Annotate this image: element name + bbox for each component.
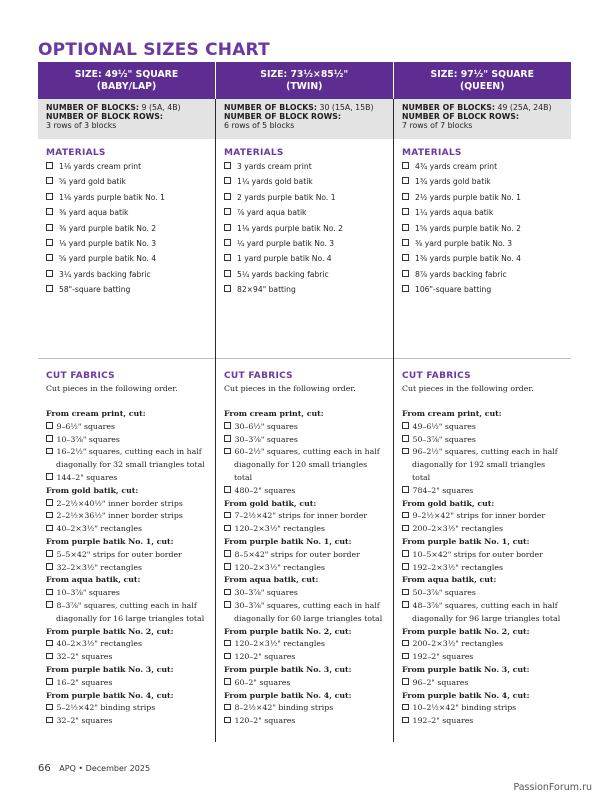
size-column	[215, 62, 393, 742]
checkbox-icon	[224, 512, 231, 519]
material-item	[224, 251, 385, 266]
block-rows-value: 6 rows of 5 blocks	[224, 121, 295, 131]
cut-group-title: From gold batik, cut:	[402, 498, 495, 508]
cut-item-text: 192–2×3½" rectangles	[412, 562, 503, 572]
cut-item-text: 60–2" squares	[234, 677, 291, 687]
cut-item	[224, 510, 385, 523]
material-text: ⅛ yard purple batik No. 3	[59, 238, 157, 248]
material-text: 106"-square batting	[415, 285, 492, 295]
cut-item	[224, 485, 385, 498]
cut-group-title: From aqua batik, cut:	[402, 575, 497, 585]
sizes-chart-table	[38, 62, 571, 742]
checkbox-icon	[402, 448, 409, 455]
checkbox-icon	[224, 208, 231, 215]
checkbox-icon	[402, 550, 409, 557]
checkbox-icon	[224, 678, 231, 685]
cut-item-text: 30–6½" squares	[234, 421, 298, 431]
cut-item-text: 120–2" squares	[234, 716, 296, 726]
cut-item-text: 32–2" squares	[56, 716, 113, 726]
material-text: 1⅜ yards purple batik No. 4	[415, 254, 521, 264]
material-text: ⅜ yard aqua batik	[59, 208, 129, 218]
checkbox-icon	[224, 270, 231, 277]
blocks-count-line	[224, 103, 385, 112]
publication-info: APQ • December 2025	[59, 764, 151, 773]
cut-item-text: 8–2½×42" binding strips	[234, 703, 334, 713]
checkbox-icon	[224, 254, 231, 261]
material-text: 1⅝ yards purple batik No. 2	[415, 223, 521, 233]
checkbox-icon	[402, 162, 409, 169]
checkbox-icon	[46, 254, 53, 261]
blocks-label: NUMBER OF BLOCKS:	[224, 103, 318, 112]
page-footer	[38, 763, 150, 774]
cut-group-title: From purple batik No. 1, cut:	[402, 536, 530, 546]
checkbox-icon	[224, 525, 231, 532]
checkbox-icon	[46, 285, 53, 292]
cut-item	[402, 446, 563, 484]
size-name: (QUEEN)	[460, 80, 505, 92]
checkbox-icon	[402, 704, 409, 711]
block-rows-label: NUMBER OF BLOCK ROWS:	[224, 112, 341, 122]
page-number: 66	[38, 763, 51, 774]
cut-item-text: 32–2" squares	[56, 652, 113, 662]
material-item	[46, 282, 207, 297]
cut-item	[46, 446, 207, 472]
material-text: 1¼ yards gold batik	[237, 177, 313, 187]
cut-item	[402, 523, 563, 536]
watermark: PassionForum.ru	[513, 782, 592, 793]
cut-item-text: 120–2×3½" rectangles	[234, 524, 325, 534]
cut-group-title: From gold batik, cut:	[224, 498, 317, 508]
checkbox-icon	[224, 601, 231, 608]
cut-item-text: 40–2×3½" rectangles	[56, 639, 143, 649]
cut-item-text: 5–5×42" strips for outer border	[56, 549, 182, 559]
block-info	[216, 99, 393, 139]
size-dimensions: SIZE: 73½×85½"	[260, 68, 349, 80]
checkbox-icon	[224, 422, 231, 429]
material-item	[402, 267, 563, 282]
material-text: 1¼ yards aqua batik	[415, 208, 494, 218]
blocks-value: 30 (15A, 15B)	[319, 103, 374, 112]
cut-item	[46, 587, 207, 600]
cut-item	[46, 715, 207, 728]
size-header	[215, 62, 394, 99]
checkbox-icon	[402, 208, 409, 215]
cut-item-text: 30–3⅞" squares	[234, 434, 298, 444]
cut-group-title: From gold batik, cut:	[46, 485, 139, 495]
cut-item	[46, 651, 207, 664]
checkbox-icon	[402, 678, 409, 685]
cut-item	[224, 446, 385, 484]
checkbox-icon	[46, 473, 53, 480]
material-item	[224, 174, 385, 189]
material-item	[224, 205, 385, 220]
materials-title: MATERIALS	[402, 148, 462, 158]
material-item	[402, 174, 563, 189]
blocks-value: 49 (25A, 24B)	[497, 103, 552, 112]
checkbox-icon	[46, 448, 53, 455]
cut-fabrics-section	[394, 359, 571, 728]
material-item	[224, 190, 385, 205]
cut-item-text: 120–2×3½" rectangles	[234, 639, 325, 649]
block-info	[38, 99, 215, 139]
checkbox-icon	[402, 589, 409, 596]
blocks-label: NUMBER OF BLOCKS:	[402, 103, 496, 112]
cut-group-title: From aqua batik, cut:	[46, 575, 141, 585]
size-dimensions: SIZE: 97½" SQUARE	[430, 68, 534, 80]
cut-item	[46, 677, 207, 690]
checkbox-icon	[46, 435, 53, 442]
cut-item-text: 96–2" squares	[412, 677, 469, 687]
size-column	[38, 62, 215, 742]
cut-item-text: 49–6½" squares	[412, 421, 476, 431]
blocks-label: NUMBER OF BLOCKS:	[46, 103, 140, 112]
checkbox-icon	[224, 435, 231, 442]
checkbox-icon	[46, 550, 53, 557]
materials-title: MATERIALS	[46, 148, 106, 158]
checkbox-icon	[46, 704, 53, 711]
cut-item	[224, 600, 385, 626]
cut-item-text: 120–2" squares	[234, 652, 296, 662]
material-item	[402, 190, 563, 205]
cut-item-text: 10–2½×42" binding strips	[412, 703, 517, 713]
checkbox-icon	[46, 640, 53, 647]
cut-item-text: 9–6½" squares	[56, 421, 115, 431]
cut-group-title: From purple batik No. 1, cut:	[46, 536, 174, 546]
checkbox-icon	[46, 717, 53, 724]
cut-item-text: 16–2½" squares, cutting each in half diagonally for 32 small triangles total	[56, 447, 205, 470]
checkbox-icon	[402, 640, 409, 647]
cut-item	[224, 715, 385, 728]
checkbox-icon	[402, 285, 409, 292]
checkbox-icon	[46, 499, 53, 506]
checkbox-icon	[224, 653, 231, 660]
cut-order-note: Cut pieces in the following order.	[224, 384, 356, 393]
cut-item	[402, 638, 563, 651]
cut-item-text: 9–2½×42" strips for inner border	[412, 511, 546, 521]
checkbox-icon	[224, 224, 231, 231]
checkbox-icon	[402, 653, 409, 660]
cut-item-text: 120–2×3½" rectangles	[234, 562, 325, 572]
checkbox-icon	[224, 563, 231, 570]
cut-group-title: From cream print, cut:	[46, 409, 146, 418]
cut-item-text: 48–3⅞" squares, cutting each in half diagonally for 96 large triangles total	[412, 600, 561, 623]
materials-title: MATERIALS	[224, 148, 284, 158]
cut-item	[46, 549, 207, 562]
checkbox-icon	[224, 589, 231, 596]
checkbox-icon	[46, 270, 53, 277]
cut-item	[402, 549, 563, 562]
checkbox-icon	[402, 486, 409, 493]
cut-item-text: 200–2×3½" rectangles	[412, 524, 503, 534]
material-text: 1⅛ yards purple batik No. 2	[237, 223, 343, 233]
checkbox-icon	[402, 563, 409, 570]
blocks-value: 9 (5A, 4B)	[141, 103, 181, 112]
cut-item-text: 50–3⅞" squares	[412, 434, 476, 444]
checkbox-icon	[224, 162, 231, 169]
material-item	[46, 159, 207, 174]
cut-group-title: From purple batik No. 2, cut:	[402, 626, 530, 636]
cut-item	[46, 510, 207, 523]
cut-item	[46, 421, 207, 434]
cut-item	[402, 715, 563, 728]
material-text: 1 yard purple batik No. 4	[237, 254, 332, 264]
material-text: 1⅛ yards cream print	[59, 162, 142, 171]
checkbox-icon	[46, 525, 53, 532]
cut-item-text: 2–2½×40½" inner border strips	[56, 498, 183, 508]
cut-item-text: 8–3⅞" squares, cutting each in half diagonally for 16 large triangles total	[56, 600, 205, 623]
size-column	[393, 62, 571, 742]
checkbox-icon	[46, 512, 53, 519]
cut-fabrics-title: CUT FABRICS	[46, 371, 115, 381]
cut-item	[224, 549, 385, 562]
checkbox-icon	[402, 177, 409, 184]
material-item	[46, 221, 207, 236]
checkbox-icon	[224, 640, 231, 647]
cut-group-title: From purple batik No. 3, cut:	[402, 664, 530, 674]
material-item	[46, 205, 207, 220]
cut-item-text: 7–2½×42" strips for inner border	[234, 511, 368, 521]
cut-group-title: From purple batik No. 3, cut:	[46, 664, 174, 674]
material-item	[402, 159, 563, 174]
cut-item-text: 192–2" squares	[412, 652, 474, 662]
material-text: 8⅞ yards backing fabric	[415, 269, 507, 279]
material-item	[402, 282, 563, 297]
material-item	[224, 236, 385, 251]
cut-item	[402, 587, 563, 600]
cut-item	[402, 434, 563, 447]
cut-group-title: From aqua batik, cut:	[224, 575, 319, 585]
block-rows-label: NUMBER OF BLOCK ROWS:	[402, 112, 519, 122]
material-text: 4¾ yards cream print	[415, 162, 498, 171]
checkbox-icon	[46, 563, 53, 570]
cut-item-text: 30–3⅞" squares, cutting each in half diagonally for 60 large triangles total	[234, 600, 383, 623]
checkbox-icon	[224, 717, 231, 724]
checkbox-icon	[402, 270, 409, 277]
cut-item-text: 16–2" squares	[56, 677, 113, 687]
checkbox-icon	[402, 224, 409, 231]
checkbox-icon	[402, 512, 409, 519]
material-text: ⅜ yard purple batik No. 2	[59, 223, 157, 233]
cut-item	[402, 677, 563, 690]
cut-item	[224, 677, 385, 690]
material-item	[46, 251, 207, 266]
checkbox-icon	[46, 162, 53, 169]
cut-group-title: From purple batik No. 4, cut:	[402, 690, 530, 700]
cut-item	[46, 523, 207, 536]
cut-item	[46, 638, 207, 651]
block-rows-label: NUMBER OF BLOCK ROWS:	[46, 112, 163, 122]
cut-item	[46, 434, 207, 447]
cut-item-text: 10–3⅞" squares	[56, 434, 120, 444]
checkbox-icon	[46, 678, 53, 685]
checkbox-icon	[46, 177, 53, 184]
checkbox-icon	[46, 589, 53, 596]
block-rows-value: 3 rows of 3 blocks	[46, 121, 117, 131]
cut-item-text: 2–2½×36½" inner border strips	[56, 511, 183, 521]
checkbox-icon	[224, 239, 231, 246]
size-header	[393, 62, 572, 99]
checkbox-icon	[224, 704, 231, 711]
material-text: ⅝ yard purple batik No. 4	[59, 254, 157, 264]
material-item	[402, 236, 563, 251]
cut-item-text: 30–3⅞" squares	[234, 588, 298, 598]
checkbox-icon	[402, 254, 409, 261]
checkbox-icon	[402, 717, 409, 724]
cut-fabrics-title: CUT FABRICS	[224, 371, 293, 381]
material-text: 3 yards cream print	[237, 162, 312, 171]
size-dimensions: SIZE: 49½" SQUARE	[74, 68, 179, 80]
cut-item	[46, 562, 207, 575]
size-name: (TWIN)	[286, 80, 323, 92]
cut-fabrics-title: CUT FABRICS	[402, 371, 471, 381]
checkbox-icon	[402, 193, 409, 200]
cut-item	[46, 498, 207, 511]
checkbox-icon	[224, 448, 231, 455]
cut-group-title: From cream print, cut:	[402, 409, 502, 418]
checkbox-icon	[224, 177, 231, 184]
checkbox-icon	[46, 239, 53, 246]
material-item	[402, 221, 563, 236]
cut-group-title: From purple batik No. 2, cut:	[224, 626, 352, 636]
material-item	[224, 282, 385, 297]
cut-item-text: 8–5×42" strips for outer border	[234, 549, 360, 559]
cut-item-text: 40–2×3½" rectangles	[56, 524, 143, 534]
cut-item	[224, 702, 385, 715]
blocks-count-line	[46, 103, 207, 112]
cut-group-title: From purple batik No. 2, cut:	[46, 626, 174, 636]
cut-group-title: From purple batik No. 4, cut:	[224, 690, 352, 700]
checkbox-icon	[224, 285, 231, 292]
checkbox-icon	[402, 435, 409, 442]
checkbox-icon	[402, 239, 409, 246]
cut-order-note: Cut pieces in the following order.	[46, 384, 178, 393]
checkbox-icon	[224, 193, 231, 200]
cut-item	[224, 562, 385, 575]
cut-item-text: 144–2" squares	[56, 472, 118, 482]
cut-item	[46, 472, 207, 485]
cut-group-title: From purple batik No. 1, cut:	[224, 536, 352, 546]
cut-item-text: 32–2×3½" rectangles	[56, 562, 143, 572]
checkbox-icon	[46, 224, 53, 231]
checkbox-icon	[46, 422, 53, 429]
cut-fabrics-section	[216, 359, 393, 728]
checkbox-icon	[46, 193, 53, 200]
checkbox-icon	[46, 601, 53, 608]
material-text: 5¼ yards backing fabric	[237, 269, 329, 279]
cut-item-text: 60–2½" squares, cutting each in half diagonally for 120 small triangles total	[234, 447, 380, 482]
block-rows-value: 7 rows of 7 blocks	[402, 121, 473, 131]
cut-group-title: From purple batik No. 3, cut:	[224, 664, 352, 674]
block-info	[394, 99, 571, 139]
materials-section	[394, 139, 571, 358]
material-text: ⅝ yard gold batik	[59, 177, 126, 187]
cut-item-text: 10–3⅞" squares	[56, 588, 120, 598]
cut-item	[224, 651, 385, 664]
cut-item-text: 192–2" squares	[412, 716, 474, 726]
checkbox-icon	[402, 422, 409, 429]
checkbox-icon	[402, 601, 409, 608]
cut-item	[402, 562, 563, 575]
cut-item	[402, 702, 563, 715]
cut-item	[402, 485, 563, 498]
size-header	[38, 62, 215, 99]
material-item	[46, 190, 207, 205]
material-text: ⅞ yard aqua batik	[237, 208, 307, 218]
material-item	[224, 221, 385, 236]
materials-section	[38, 139, 215, 358]
cut-item-text: 5–2½×42" binding strips	[56, 703, 156, 713]
material-item	[402, 205, 563, 220]
cut-item	[46, 702, 207, 715]
cut-item	[402, 651, 563, 664]
material-text: 1⅛ yards purple batik No. 1	[59, 192, 165, 202]
material-text: 82×94" batting	[237, 285, 296, 295]
cut-item	[224, 638, 385, 651]
cut-order-note: Cut pieces in the following order.	[402, 384, 534, 393]
cut-item-text: 10–5×42" strips for outer border	[412, 549, 543, 559]
cut-item-text: 784–2" squares	[412, 485, 474, 495]
material-item	[46, 267, 207, 282]
cut-group-title: From cream print, cut:	[224, 409, 324, 418]
checkbox-icon	[224, 486, 231, 493]
materials-section	[216, 139, 393, 358]
material-text: 2 yards purple batik No. 1	[237, 192, 336, 202]
material-item	[224, 159, 385, 174]
page-title: OPTIONAL SIZES CHART	[38, 40, 270, 60]
material-text: 2½ yards purple batik No. 1	[415, 192, 521, 202]
material-item	[46, 236, 207, 251]
cut-item-text: 96–2½" squares, cutting each in half diagonally for 192 small triangles total	[412, 447, 558, 482]
cut-item	[224, 421, 385, 434]
cut-item	[224, 587, 385, 600]
material-item	[402, 251, 563, 266]
material-item	[46, 174, 207, 189]
size-name: (BABY/LAP)	[96, 80, 157, 92]
blocks-count-line	[402, 103, 563, 112]
material-text: ¼ yard purple batik No. 3	[237, 238, 335, 248]
material-text: 1¾ yards gold batik	[415, 177, 491, 187]
cut-item	[224, 434, 385, 447]
cut-item-text: 50–3⅞" squares	[412, 588, 476, 598]
cut-item	[402, 421, 563, 434]
cut-item	[402, 510, 563, 523]
cut-item-text: 200–2×3½" rectangles	[412, 639, 503, 649]
cut-item	[402, 600, 563, 626]
cut-fabrics-section	[38, 359, 215, 728]
material-text: 3¼ yards backing fabric	[59, 269, 151, 279]
checkbox-icon	[224, 550, 231, 557]
material-text: ⅜ yard purple batik No. 3	[415, 238, 513, 248]
checkbox-icon	[46, 208, 53, 215]
material-text: 58"-square batting	[59, 285, 131, 295]
cut-item-text: 480–2" squares	[234, 485, 296, 495]
cut-item	[224, 523, 385, 536]
material-item	[224, 267, 385, 282]
cut-item	[46, 600, 207, 626]
checkbox-icon	[402, 525, 409, 532]
checkbox-icon	[46, 653, 53, 660]
cut-group-title: From purple batik No. 4, cut:	[46, 690, 174, 700]
